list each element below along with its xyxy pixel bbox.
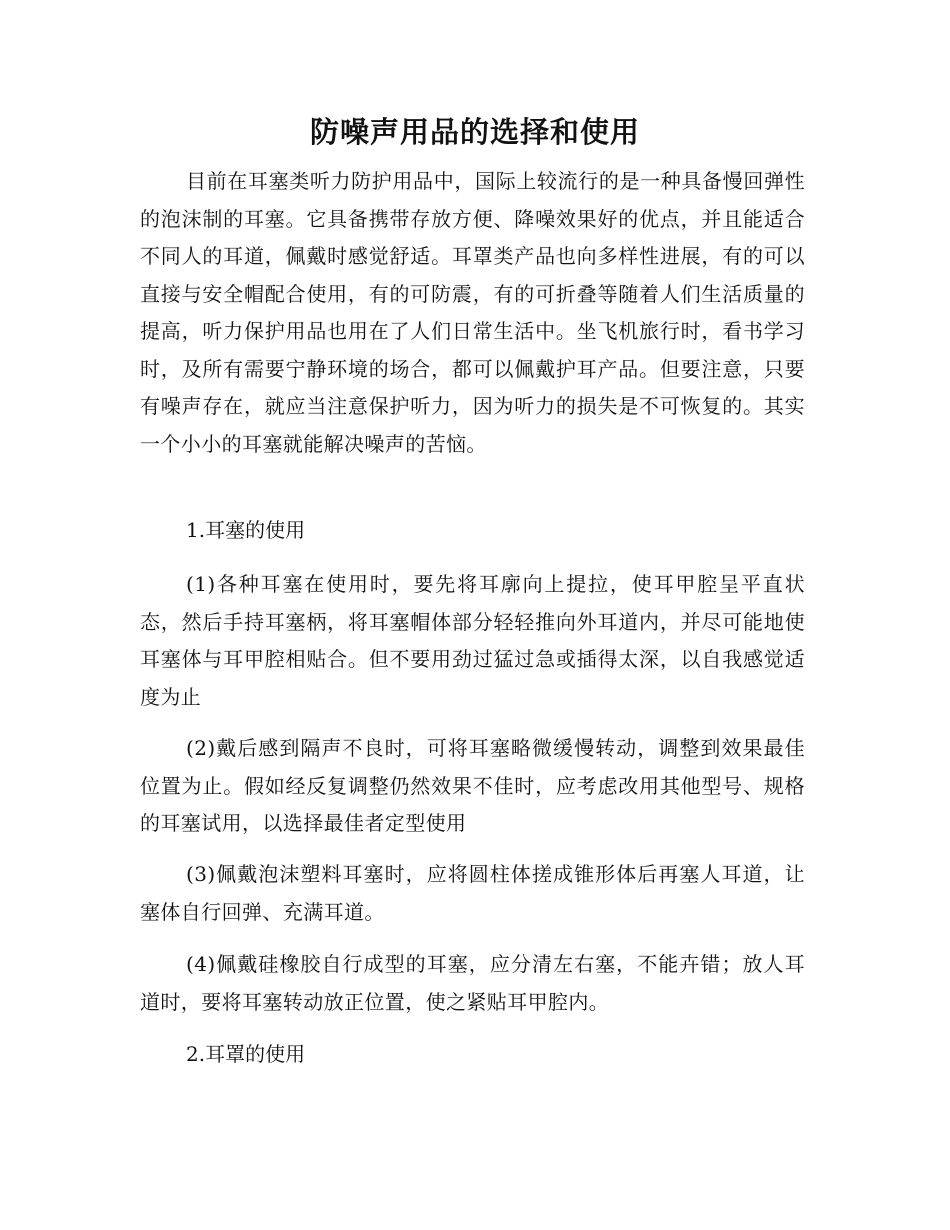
- section-heading-earmuffs: 2.耳罩的使用: [186, 1042, 306, 1066]
- paragraph-item-3: (3)佩戴泡沫塑料耳塞时，应将圆柱体搓成锥形体后再塞人耳道，让塞体自行回弹、充满耳道。: [140, 862, 805, 924]
- section-heading-earplugs: 1.耳塞的使用: [186, 518, 306, 542]
- paragraph-item-1: (1)各种耳塞在使用时，要先将耳廓向上提拉，使耳甲腔呈平直状态，然后手持耳塞柄，将耳塞帽体部分轻轻推向外耳道内，并尽可能地使耳塞体与耳甲腔相贴合。但不要用劲过猛过急或插得太深，以自我感觉适度为止: [140, 572, 805, 709]
- paragraph-item-2: (2)戴后感到隔声不良时，可将耳塞略微缓慢转动，调整到效果最佳位置为止。假如经反复调整仍然效果不佳时，应考虑改用其他型号、规格的耳塞试用，以选择最佳者定型使用: [140, 736, 805, 835]
- intro-paragraph: 目前在耳塞类听力防护用品中，国际上较流行的是一种具备慢回弹性的泡沫制的耳塞。它具备携带存放方便、降噪效果好的优点，并且能适合不同人的耳道，佩戴时感觉舒适。耳罩类产品也向多样性进展，有的可以直接与安全帽配合使用，有的可防震，有的可折叠等随着人们生活质量的提高，听力保护用品也用在了人们日常生活中。坐飞机旅行时，看书学习时，及所有需要宁静环境的场合，都可以佩戴护耳产品。但要注意，只要有噪声存在，就应当注意保护听力，因为听力的损失是不可恢复的。其实一个小小的耳塞就能解决噪声的苦恼。: [140, 169, 805, 456]
- page-title: 防噪声用品的选择和使用: [309, 115, 640, 149]
- paragraph-item-4: (4)佩戴硅橡胶自行成型的耳塞，应分清左右塞，不能卉错；放人耳道时，要将耳塞转动放正位置，使之紧贴耳甲腔内。: [140, 952, 805, 1014]
